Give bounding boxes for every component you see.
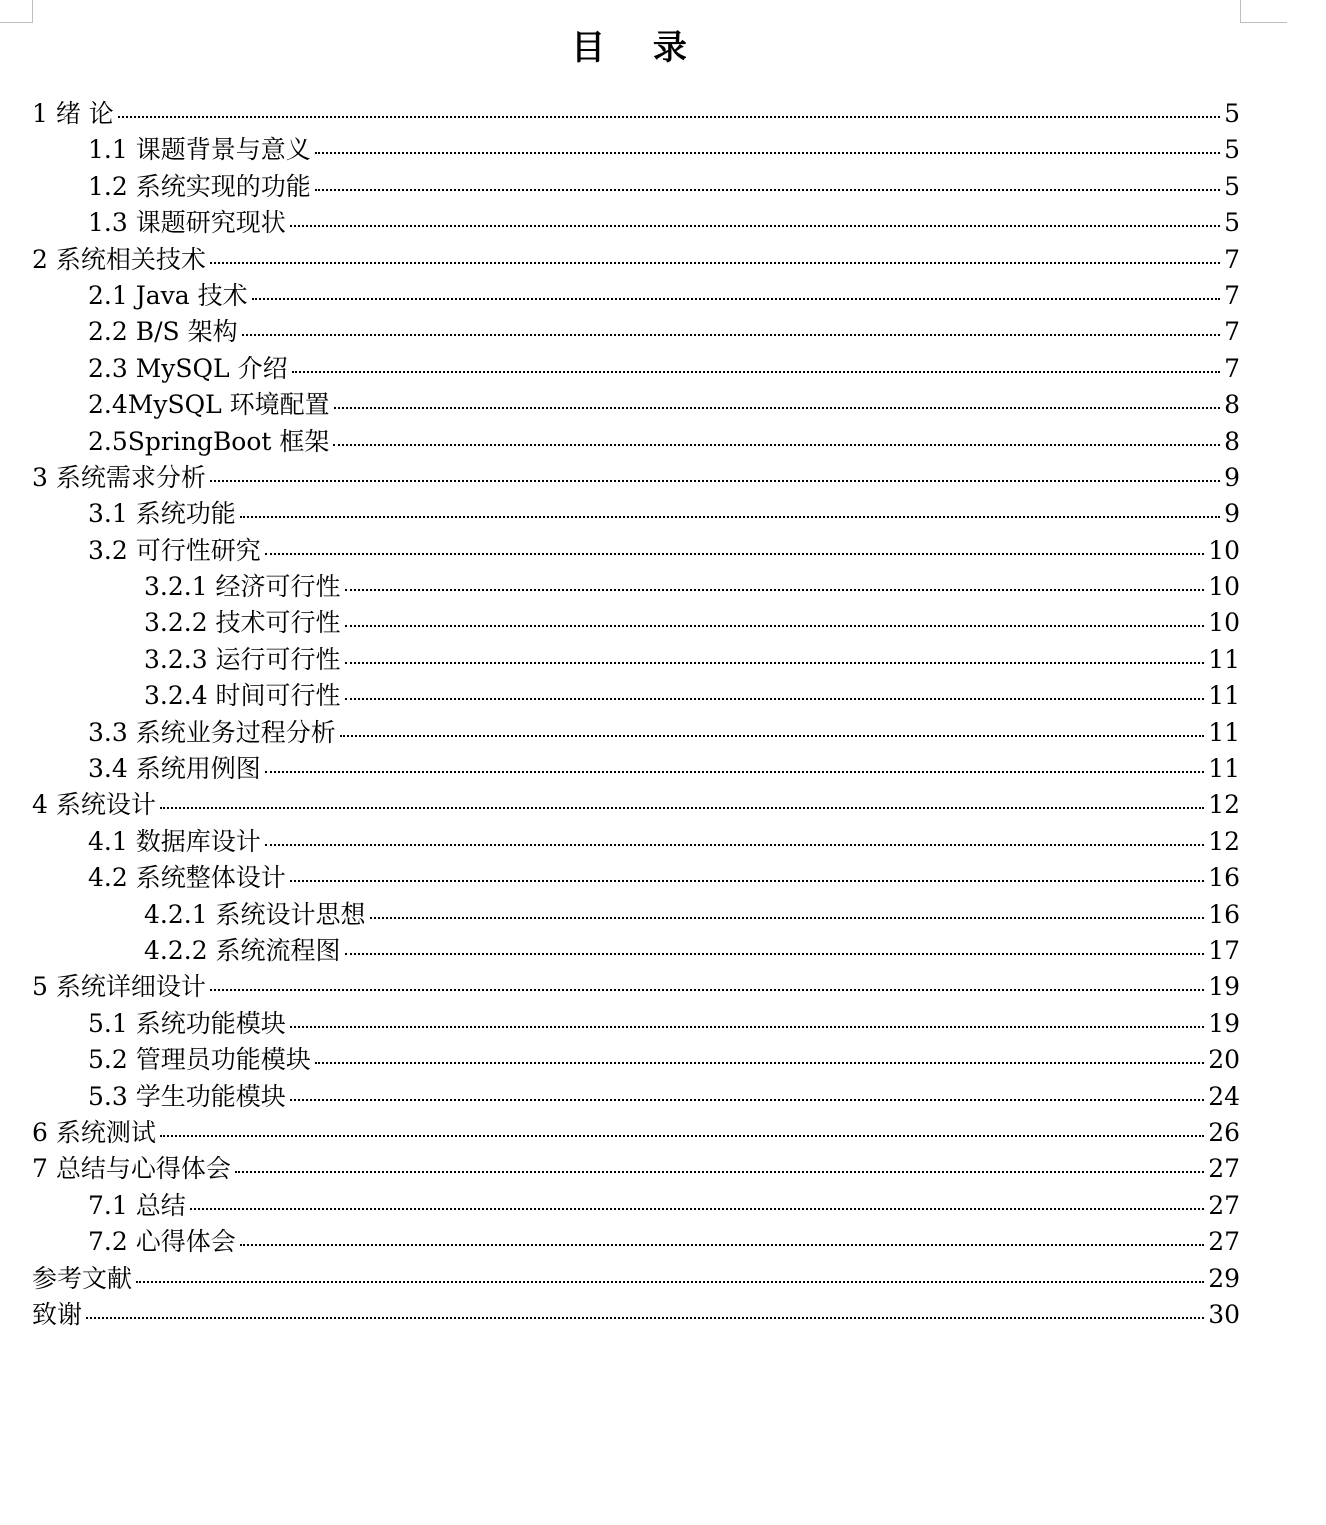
- toc-entry-title[interactable]: 4.1 数据库设计: [88, 826, 261, 856]
- toc-entry-title[interactable]: 5.3 学生功能模块: [88, 1081, 286, 1111]
- toc-entry[interactable]: [32, 1115, 1240, 1151]
- page-corner-mark-left: [0, 0, 33, 23]
- toc-entry[interactable]: [32, 132, 1240, 168]
- toc-entry-page-number[interactable]: 7: [1224, 244, 1240, 274]
- toc-dot-leader: [345, 662, 1205, 664]
- toc-dot-leader: [290, 1026, 1204, 1028]
- toc-entry[interactable]: [32, 860, 1240, 896]
- toc-entry-title[interactable]: 4 系统设计: [32, 790, 156, 820]
- toc-entry-page-number[interactable]: 19: [1208, 1008, 1240, 1038]
- toc-dot-leader: [370, 917, 1205, 919]
- toc-entry-title[interactable]: 2.1 Java 技术: [88, 280, 248, 310]
- toc-dot-leader: [240, 1244, 1204, 1246]
- toc-entry-page-number[interactable]: 10: [1208, 572, 1240, 602]
- toc-dot-leader: [86, 1317, 1204, 1319]
- toc-dot-leader: [210, 480, 1220, 482]
- toc-entry-page-number[interactable]: 19: [1208, 972, 1240, 1002]
- toc-entry-page-number[interactable]: 20: [1208, 1045, 1240, 1075]
- toc-dot-leader: [315, 1062, 1204, 1064]
- table-of-contents: [32, 96, 1240, 1333]
- toc-entry[interactable]: [32, 969, 1240, 1005]
- toc-entry-page-number[interactable]: 16: [1208, 899, 1240, 929]
- toc-entry-title[interactable]: 5 系统详细设计: [32, 972, 206, 1002]
- toc-entry[interactable]: [32, 569, 1240, 605]
- toc-dot-leader: [265, 844, 1204, 846]
- toc-entry-title[interactable]: 2.3 MySQL 介绍: [88, 353, 288, 383]
- toc-entry-page-number[interactable]: 5: [1224, 171, 1240, 201]
- toc-entry-page-number[interactable]: 7: [1224, 353, 1240, 383]
- toc-entry[interactable]: [32, 824, 1240, 860]
- toc-dot-leader: [345, 625, 1205, 627]
- toc-entry[interactable]: [32, 1297, 1240, 1333]
- toc-entry[interactable]: [32, 787, 1240, 823]
- toc-dot-leader: [265, 771, 1204, 773]
- toc-entry[interactable]: [32, 1261, 1240, 1297]
- toc-entry-page-number[interactable]: 16: [1208, 863, 1240, 893]
- toc-dot-leader: [160, 807, 1204, 809]
- toc-dot-leader: [210, 989, 1204, 991]
- toc-entry-title[interactable]: 2.5SpringBoot 框架: [88, 426, 330, 456]
- toc-entry-title[interactable]: 1.1 课题背景与意义: [88, 135, 311, 165]
- toc-entry-page-number[interactable]: 9: [1224, 499, 1240, 529]
- toc-dot-leader: [190, 1208, 1204, 1210]
- toc-entry-page-number[interactable]: 7: [1224, 280, 1240, 310]
- toc-entry[interactable]: [32, 1188, 1240, 1224]
- toc-entry-title[interactable]: 5.2 管理员功能模块: [88, 1045, 311, 1075]
- toc-entry-page-number[interactable]: 5: [1224, 208, 1240, 238]
- toc-entry-title[interactable]: 2 系统相关技术: [32, 244, 206, 274]
- toc-dot-leader: [292, 371, 1220, 373]
- toc-dot-leader: [334, 407, 1220, 409]
- toc-entry-page-number[interactable]: 12: [1208, 790, 1240, 820]
- toc-entry-page-number[interactable]: 17: [1208, 935, 1240, 965]
- toc-entry[interactable]: [32, 751, 1240, 787]
- toc-entry[interactable]: [32, 1224, 1240, 1260]
- toc-entry-page-number[interactable]: 11: [1208, 754, 1240, 784]
- toc-entry-title[interactable]: 致谢: [32, 1299, 83, 1329]
- toc-entry[interactable]: [32, 897, 1240, 933]
- toc-entry-title[interactable]: 3.2.1 经济可行性: [144, 572, 341, 602]
- toc-dot-leader: [345, 589, 1205, 591]
- toc-entry-title[interactable]: 参考文献: [32, 1263, 133, 1293]
- toc-dot-leader: [118, 116, 1220, 118]
- toc-entry-page-number[interactable]: 10: [1208, 535, 1240, 565]
- toc-dot-leader: [315, 189, 1220, 191]
- toc-entry-page-number[interactable]: 26: [1208, 1117, 1240, 1147]
- toc-entry-page-number[interactable]: 11: [1208, 717, 1240, 747]
- toc-entry-page-number[interactable]: 29: [1208, 1263, 1240, 1293]
- toc-entry[interactable]: [32, 96, 1240, 132]
- toc-entry[interactable]: [32, 460, 1240, 496]
- page-corner-mark-right: [1240, 0, 1287, 23]
- toc-dot-leader: [136, 1281, 1204, 1283]
- page-title: 目 录: [571, 28, 705, 68]
- toc-entry-title[interactable]: 1.3 课题研究现状: [88, 208, 286, 238]
- toc-entry-title[interactable]: 3.4 系统用例图: [88, 754, 261, 784]
- toc-entry[interactable]: [32, 1006, 1240, 1042]
- toc-entry-page-number[interactable]: 11: [1208, 681, 1240, 711]
- toc-entry[interactable]: [32, 715, 1240, 751]
- toc-entry[interactable]: [32, 533, 1240, 569]
- toc-entry-title[interactable]: 3 系统需求分析: [32, 462, 206, 492]
- toc-dot-leader: [345, 953, 1205, 955]
- toc-entry-page-number[interactable]: 11: [1208, 644, 1240, 674]
- toc-entry-page-number[interactable]: 9: [1224, 462, 1240, 492]
- toc-dot-leader: [160, 1135, 1204, 1137]
- toc-entry-page-number[interactable]: 7: [1224, 317, 1240, 347]
- toc-dot-leader: [340, 735, 1204, 737]
- toc-entry[interactable]: [32, 642, 1240, 678]
- toc-entry-page-number[interactable]: 12: [1208, 826, 1240, 856]
- toc-dot-leader: [290, 880, 1204, 882]
- toc-entry-title[interactable]: 7 总结与心得体会: [32, 1154, 231, 1184]
- toc-entry-title[interactable]: 7.1 总结: [88, 1190, 186, 1220]
- toc-entry-title[interactable]: 3.2 可行性研究: [88, 535, 261, 565]
- toc-entry-page-number[interactable]: 8: [1224, 426, 1240, 456]
- toc-entry[interactable]: [32, 387, 1240, 423]
- toc-entry-title[interactable]: 1.2 系统实现的功能: [88, 171, 311, 201]
- toc-entry-title[interactable]: 5.1 系统功能模块: [88, 1008, 286, 1038]
- toc-entry[interactable]: [32, 1079, 1240, 1115]
- toc-dot-leader: [210, 262, 1220, 264]
- toc-entry-title[interactable]: 1 绪 论: [32, 99, 114, 128]
- toc-entry-title[interactable]: 3.2.4 时间可行性: [144, 681, 341, 711]
- toc-entry-title[interactable]: 4.2 系统整体设计: [88, 863, 286, 893]
- toc-entry-page-number[interactable]: 27: [1208, 1190, 1240, 1220]
- toc-entry-title[interactable]: 2.4MySQL 环境配置: [88, 390, 330, 420]
- toc-dot-leader: [290, 1099, 1204, 1101]
- toc-entry-title[interactable]: 4.2.1 系统设计思想: [144, 899, 366, 929]
- toc-entry-title[interactable]: 3.1 系统功能: [88, 499, 236, 529]
- toc-entry-page-number[interactable]: 24: [1208, 1081, 1240, 1111]
- toc-dot-leader: [265, 553, 1204, 555]
- toc-dot-leader: [242, 334, 1221, 336]
- toc-entry[interactable]: [32, 496, 1240, 532]
- toc-dot-leader: [290, 225, 1220, 227]
- toc-entry-title[interactable]: 2.2 B/S 架构: [88, 317, 238, 347]
- toc-entry-title[interactable]: 3.2.3 运行可行性: [144, 644, 341, 674]
- toc-entry-page-number[interactable]: 27: [1208, 1227, 1240, 1257]
- toc-entry[interactable]: [32, 605, 1240, 641]
- toc-entry-page-number[interactable]: 5: [1224, 135, 1240, 165]
- toc-dot-leader: [333, 444, 1220, 446]
- toc-entry[interactable]: [32, 314, 1240, 350]
- toc-entry[interactable]: [32, 1042, 1240, 1078]
- toc-dot-leader: [235, 1171, 1204, 1173]
- toc-entry-page-number[interactable]: 27: [1208, 1154, 1240, 1184]
- toc-dot-leader: [252, 298, 1220, 300]
- toc-entry-page-number[interactable]: 30: [1208, 1299, 1240, 1329]
- toc-entry[interactable]: [32, 242, 1240, 278]
- toc-entry-title[interactable]: 7.2 心得体会: [88, 1227, 236, 1257]
- toc-entry-title[interactable]: 4.2.2 系统流程图: [144, 935, 341, 965]
- toc-entry-page-number[interactable]: 8: [1224, 390, 1240, 420]
- toc-entry[interactable]: [32, 169, 1240, 205]
- toc-dot-leader: [315, 152, 1220, 154]
- toc-dot-leader: [240, 516, 1220, 518]
- toc-entry-title[interactable]: 3.3 系统业务过程分析: [88, 717, 336, 747]
- toc-dot-leader: [345, 698, 1205, 700]
- toc-entry-title[interactable]: 6 系统测试: [32, 1117, 156, 1147]
- toc-entry[interactable]: [32, 351, 1240, 387]
- toc-entry[interactable]: [32, 278, 1240, 314]
- toc-entry[interactable]: [32, 1151, 1240, 1187]
- toc-entry-page-number[interactable]: 10: [1208, 608, 1240, 638]
- toc-entry[interactable]: [32, 424, 1240, 460]
- toc-entry-page-number[interactable]: 5: [1224, 99, 1240, 128]
- toc-entry-title[interactable]: 3.2.2 技术可行性: [144, 608, 341, 638]
- toc-entry[interactable]: [32, 678, 1240, 714]
- toc-entry[interactable]: [32, 205, 1240, 241]
- toc-entry[interactable]: [32, 933, 1240, 969]
